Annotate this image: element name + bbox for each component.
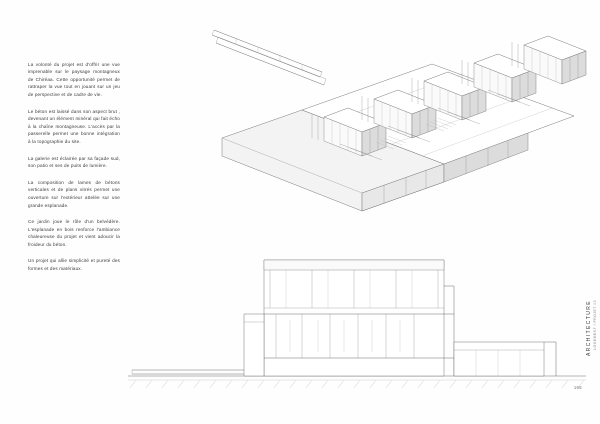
page-number: 165 [573, 385, 582, 390]
vertical-caption-sub: LOGEMENT / PROJET 03 [593, 300, 597, 350]
paragraph-6: Un projet qui allie simplicité et pureté des formes et des matériaux. [28, 258, 120, 272]
section-figure [126, 246, 588, 396]
paragraph-4: La composition de lames de bétons verticales et de plans vitrés permet une ouverture sur l'extérieur attelée sur une grande esplanade. [28, 179, 120, 208]
vertical-caption [586, 300, 597, 370]
walkway-bridge [212, 30, 326, 85]
section-right-wing [454, 342, 556, 376]
axonometric-figure [126, 14, 588, 254]
text-column [28, 56, 120, 282]
section-drawing [126, 246, 588, 396]
paragraph-1: La volonté du projet est d'offrir une vue imprenable sur le paysage montagneux de Chiréaa. Cette opportunité permet de rattraper la vue tout en jouant sur un jeu de perspective et de cadre de vie. [28, 61, 120, 97]
paragraph-5: Ce jardin joue le rôle d'un belvédère. L'esplanade en bois renforce l'ambiance chaleureuse du projet et vient adoucir la froideur du béton. [28, 219, 120, 247]
vertical-caption-main: ARCHITECTURE [586, 300, 592, 356]
axonometric-drawing [126, 14, 588, 254]
section-building [264, 260, 454, 376]
paragraph-3: La galerie est éclairée par sa façade sud, son patio et ses de puits de lumière. [28, 155, 120, 169]
paragraph-2: Le béton est laissé dans son aspect brut , devenant un élément minéral qui fait écho à la chaîne montagneuse. L'accès par la passerelle permet une bonne intégration à la topographie du site. [28, 108, 120, 144]
section-lower-room [244, 314, 264, 376]
ground-hatch [130, 380, 584, 388]
